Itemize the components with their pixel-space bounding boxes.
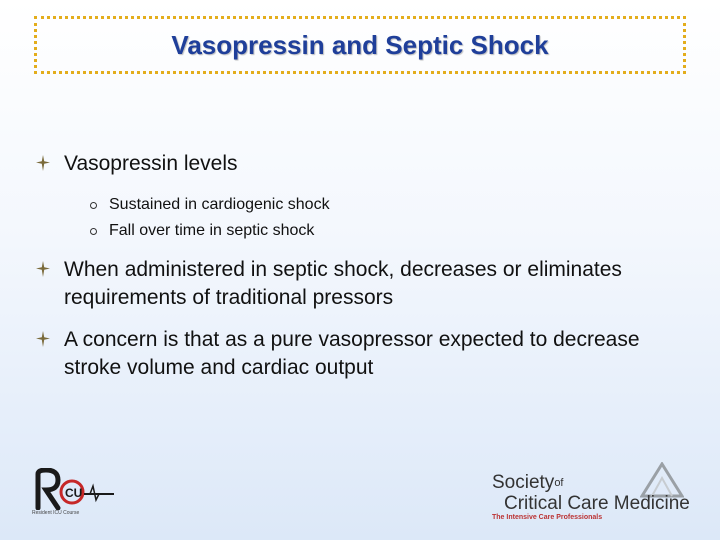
sccm-name-line2: Critical Care Medicine: [504, 493, 690, 514]
star-bullet-icon: [36, 150, 64, 176]
sub-item-text: Sustained in cardiogenic shock: [109, 196, 330, 213]
sccm-name-line1: Societyof: [492, 472, 564, 493]
slide-content: [36, 150, 676, 396]
svg-text:CU: CU: [65, 486, 83, 500]
bullet-text: Vasopressin levels: [64, 152, 238, 175]
ricu-tagline: Resident ICU Course: [32, 510, 80, 516]
slide-title: Vasopressin and Septic Shock: [171, 29, 549, 60]
sccm-tagline: The Intensive Care Professionals: [492, 514, 603, 521]
bullet-item: [36, 326, 676, 382]
sub-item: [90, 218, 676, 244]
bullet-text: When administered in septic shock, decreases or eliminates requirements of traditional pressors: [64, 258, 622, 309]
bullet-item: [36, 150, 676, 178]
sub-item: [90, 192, 676, 218]
title-box: [34, 16, 686, 74]
circle-bullet-icon: [90, 202, 97, 209]
bullet-text: A concern is that as a pure vasopressor expected to decrease stroke volume and cardiac output: [64, 328, 640, 379]
star-bullet-icon: [36, 256, 64, 282]
ricu-logo-mark: [32, 468, 116, 510]
bullet-item: [36, 256, 676, 312]
sub-item-text: Fall over time in septic shock: [109, 222, 315, 239]
star-bullet-icon: [36, 326, 64, 352]
circle-bullet-icon: [90, 228, 97, 235]
sub-list: [90, 192, 676, 244]
ricu-logo: [32, 468, 116, 520]
sccm-logo: [490, 462, 690, 524]
